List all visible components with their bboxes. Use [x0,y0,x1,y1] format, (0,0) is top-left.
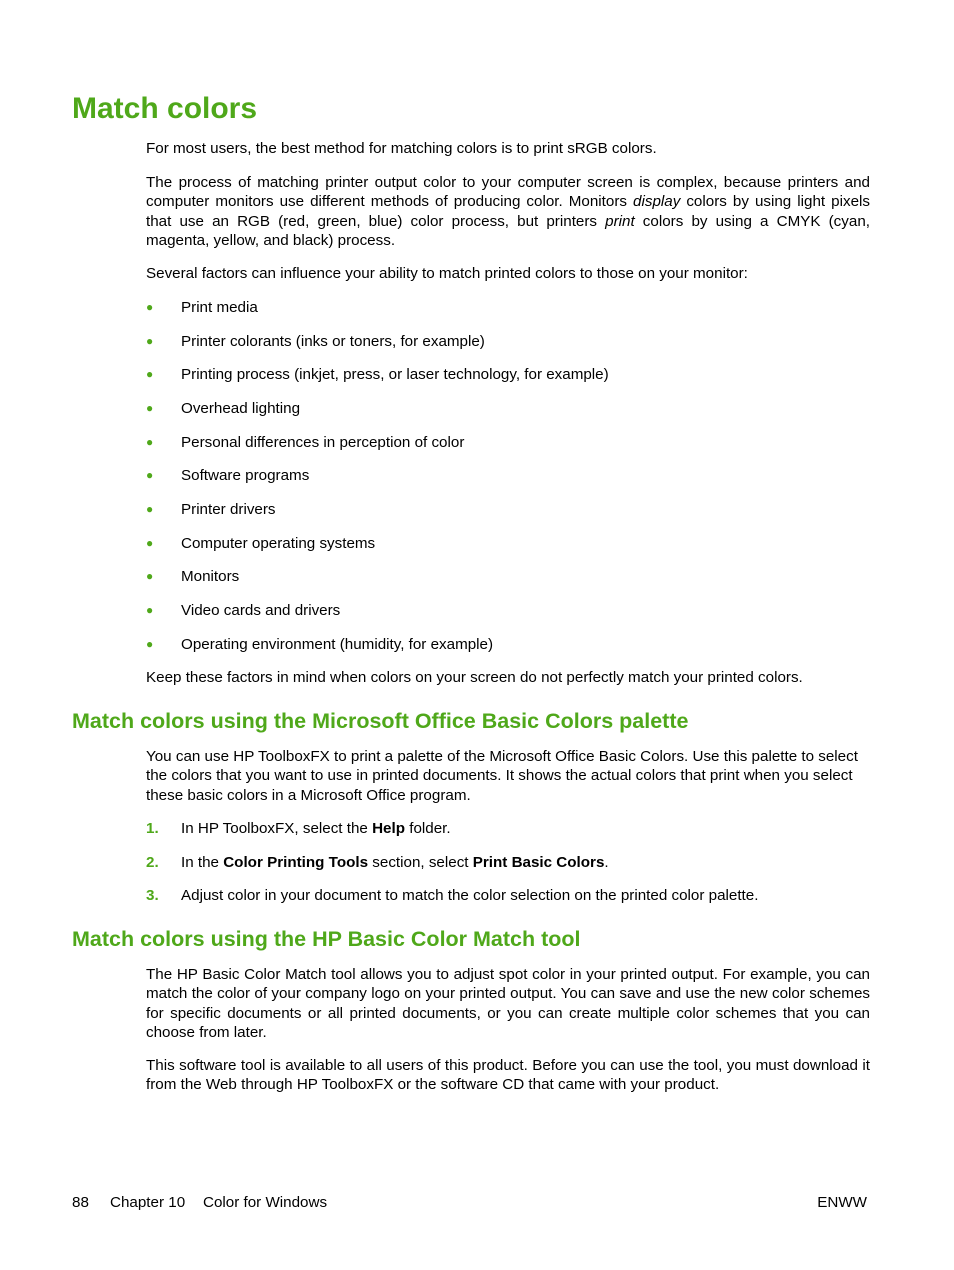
bullet-icon: ● [146,468,154,482]
intro-paragraph: For most users, the best method for matching colors is to print sRGB colors. [146,140,657,157]
step-number: 1. [146,820,159,837]
list-item-text: Software programs [181,467,310,484]
process-text-2: colors by using light pixels that use an RGB (red, green, blue) color process, but printers [146,193,870,230]
process-text-1: The process of matching printer output color to your computer screen is complex, because printers and computer monitors use different methods of producing color. Monitors [146,174,870,211]
bullet-icon: ● [146,536,154,550]
list-item-text: Printer colorants (inks or toners, for example) [181,333,485,350]
list-item-text: Computer operating systems [181,535,376,552]
emphasis-display: display [633,193,681,211]
step-text [181,853,609,872]
footer-chapter: Chapter 10 [110,1194,186,1211]
bullet-icon: ● [146,300,154,314]
list-item-text: Video cards and drivers [181,602,341,619]
list-item-text: Operating environment (humidity, for example) [181,636,494,653]
list-item-text: Print media [181,299,258,316]
bullet-icon: ● [146,401,154,415]
list-item-text: Personal differences in perception of color [181,434,465,451]
emphasis-print: print [605,212,635,230]
factors-outro: Keep these factors in mind when colors on your screen do not perfectly match your printed colors. [146,669,803,686]
step-number: 3. [146,887,159,904]
office-palette-paragraph: You can use HP ToolboxFX to print a palette of the Microsoft Office Basic Colors. Use this palette to select the colors that you want to use in printed documents. It shows the actual colors that print when you select these basic colors in a Microsoft Office program. [146,748,858,804]
bullet-icon: ● [146,435,154,449]
step-number: 2. [146,854,159,871]
section-heading-color-match-tool: Match colors using the HP Basic Color Match tool [72,927,581,951]
step-text-post: folder. [405,820,451,837]
list-item-text: Overhead lighting [181,400,301,417]
step-text-pre: In the [181,854,224,871]
bullet-icon: ● [146,603,154,617]
step-text [181,819,451,838]
bullet-icon: ● [146,334,154,348]
process-text-3: colors by using a CMYK (cyan, magenta, yellow, and black) process. [146,212,870,249]
step-text-post: . [604,854,609,871]
page-title: Match colors [72,92,258,125]
step-text-mid: section, select [368,854,473,871]
footer-doc-code: ENWW [817,1194,867,1211]
step-text: Adjust color in your document to match the color selection on the printed color palette. [181,887,759,904]
list-item-text: Printer drivers [181,501,276,518]
bullet-icon: ● [146,569,154,583]
bullet-icon: ● [146,637,154,651]
list-item-text: Monitors [181,568,240,585]
color-match-paragraph-1: The HP Basic Color Match tool allows you to adjust spot color in your printed output. For example, you can match the color of your company logo on your printed output. You can save and use the new color schemes for specific documents or all printed documents, or you can create multiple color schemes that you can choose from later. [146,966,870,1041]
list-item-text: Printing process (inkjet, press, or laser technology, for example) [181,366,609,383]
process-paragraph [146,173,870,250]
step-text-pre: In HP ToolboxFX, select the [181,820,373,837]
section-heading-office-palette: Match colors using the Microsoft Office Basic Colors palette [72,709,689,733]
footer-chapter-title: Color for Windows [203,1194,328,1211]
help-folder-label: Help [372,820,405,837]
bullet-icon: ● [146,502,154,516]
print-basic-colors-label: Print Basic Colors [472,854,605,871]
bullet-icon: ● [146,367,154,381]
page-number: 88 [72,1194,89,1211]
color-match-paragraph-2: This software tool is available to all users of this product. Before you can use the tool, you must download it from the Web through HP ToolboxFX or the software CD that came with your product. [146,1057,870,1094]
color-printing-tools-label: Color Printing Tools [223,854,369,871]
factors-intro: Several factors can influence your ability to match printed colors to those on your monitor: [146,265,748,282]
